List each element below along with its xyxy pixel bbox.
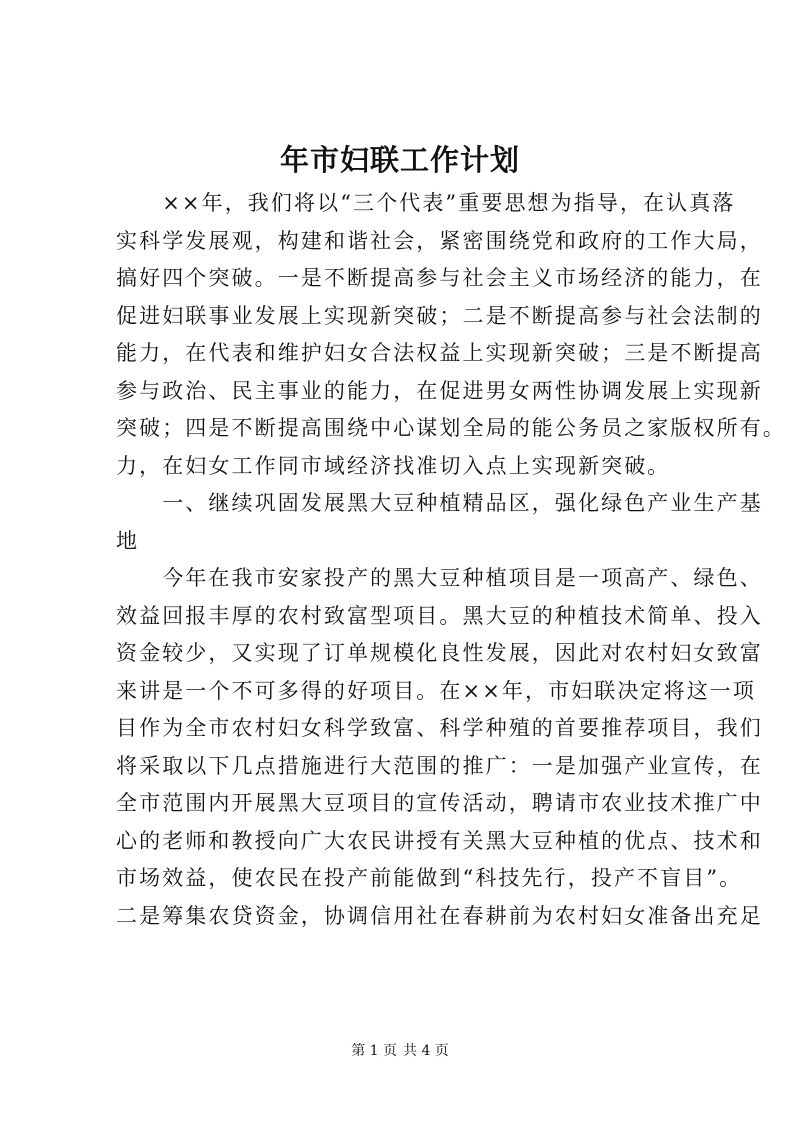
body-line: 今年在我市安家投产的黑大豆种植项目是一项高产、绿色、 bbox=[116, 566, 763, 590]
body-line: 突破；四是不断提高围绕中心谋划全局的能公务员之家版权所有。 bbox=[116, 416, 786, 440]
body-line: 资金较少，又实现了订单规模化良性发展，因此对农村妇女致富 bbox=[116, 641, 763, 665]
body-line: 心的老师和教授向广大农民讲授有关黑大豆种植的优点、技术和 bbox=[116, 828, 763, 853]
section-heading-line: 地 bbox=[116, 528, 140, 553]
page-number: 第 1 页 bbox=[351, 1043, 397, 1059]
document-title: 年市妇联工作计划 bbox=[279, 143, 520, 177]
body-line: 全市范围内开展黑大豆项目的宣传活动，聘请市农业技术推广中 bbox=[116, 791, 763, 815]
section-heading-line: 一、继续巩固发展黑大豆种植精品区，强化绿色产业生产基 bbox=[116, 491, 763, 515]
body-line: 促进妇联事业发展上实现新突破；二是不断提高参与社会法制的 bbox=[116, 303, 763, 328]
document-body bbox=[116, 185, 786, 935]
page-total: 共 4 页 bbox=[403, 1043, 449, 1059]
body-line: 二是筹集农贷资金，协调信用社在春耕前为农村妇女准备出充足 bbox=[116, 903, 763, 928]
body-line: ××年，我们将以“三个代表”重要思想为指导，在认真落 bbox=[116, 191, 736, 215]
body-line: 力，在妇女工作同市域经济找准切入点上实现新突破。 bbox=[116, 453, 671, 478]
body-line: 来讲是一个不可多得的好项目。在××年，市妇联决定将这一项 bbox=[116, 678, 756, 703]
body-line: 搞好四个突破。一是不断提高参与社会主义市场经济的能力，在 bbox=[116, 266, 763, 290]
body-line: 效益回报丰厚的农村致富型项目。黑大豆的种植技术简单、投入 bbox=[116, 603, 763, 628]
body-line: 参与政治、民主事业的能力，在促进男女两性协调发展上实现新 bbox=[116, 378, 763, 403]
body-line: 目作为全市农村妇女科学致富、科学种殖的首要推荐项目，我们 bbox=[116, 716, 763, 740]
body-line: 市场效益，使农民在投产前能做到“科技先行，投产不盲目”。 bbox=[116, 866, 743, 890]
body-line: 实科学发展观，构建和谐社会，紧密围绕党和政府的工作大局， bbox=[116, 228, 763, 253]
page-footer bbox=[0, 1041, 800, 1061]
body-line: 能力，在代表和维护妇女合法权益上实现新突破；三是不断提高 bbox=[116, 341, 763, 365]
body-line: 将采取以下几点措施进行大范围的推广：一是加强产业宣传，在 bbox=[116, 753, 763, 778]
